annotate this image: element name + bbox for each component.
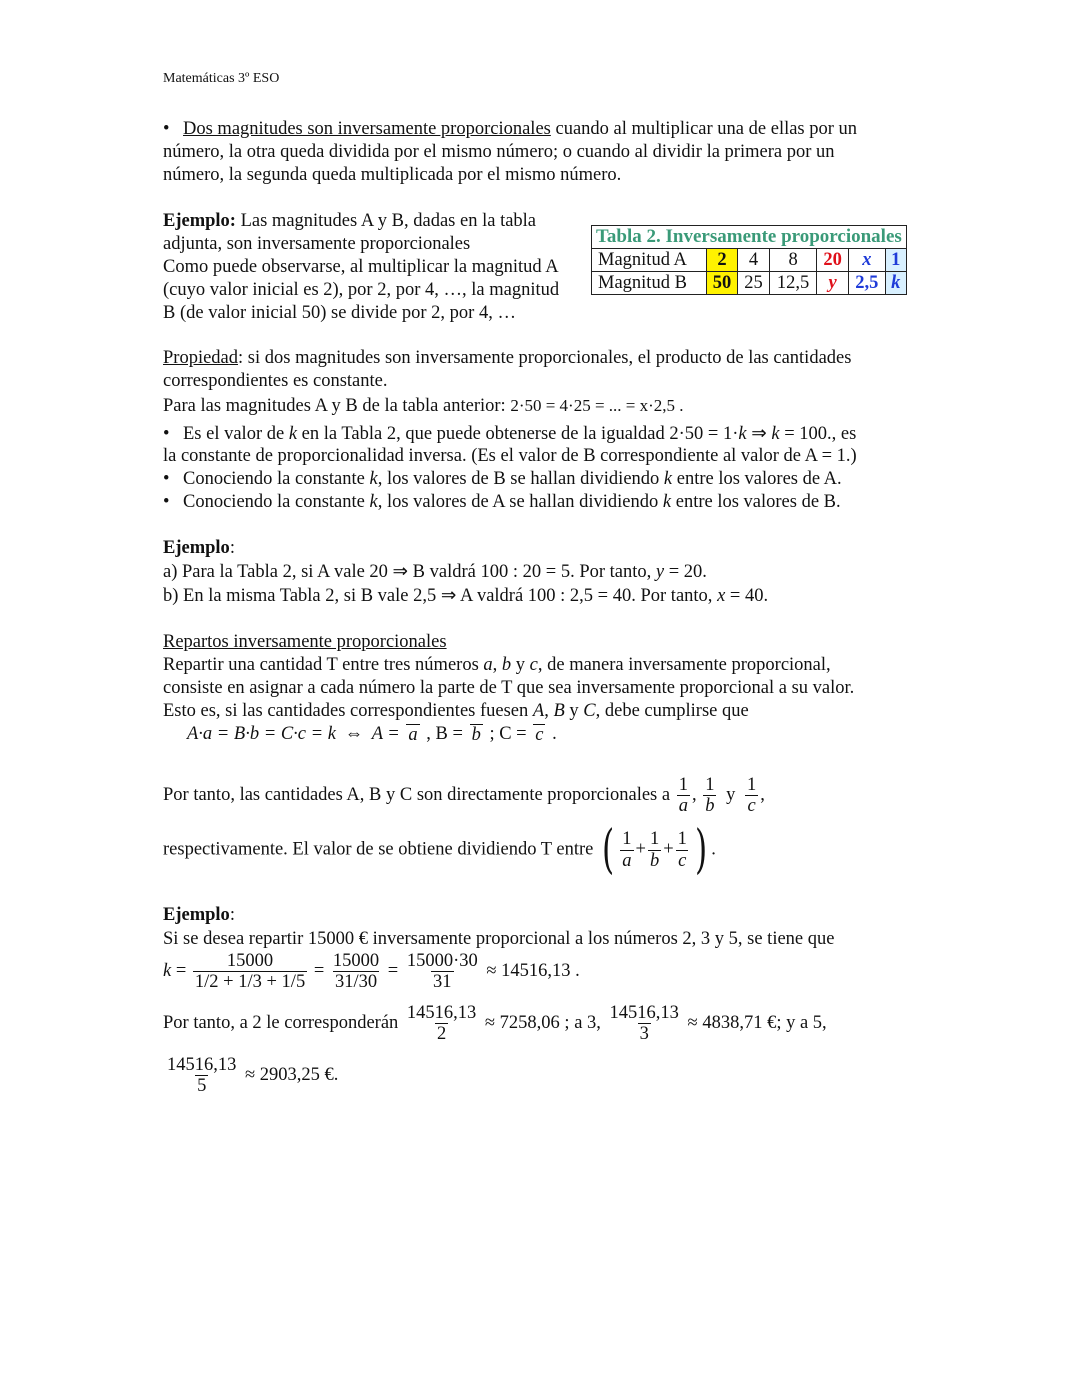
fraction-1-b (648, 829, 661, 871)
numerator: 1 (746, 775, 757, 795)
example-text: = 20. (664, 562, 707, 582)
fraction-k-a (406, 724, 419, 745)
example1-line-5: B (de valor inicial 50) se divide por 2, por 4, … (163, 303, 516, 323)
bullet-text: , los valores de B se hallan dividiendo (377, 469, 664, 489)
colon: : (229, 538, 235, 558)
denominator: b (649, 850, 660, 871)
repartos-title (163, 631, 447, 654)
var-k: k (163, 961, 172, 982)
table-row-b (592, 272, 907, 295)
example3-line-2 (163, 1003, 827, 1045)
fraction-k-c (533, 724, 545, 745)
conjunction: y (564, 701, 584, 721)
bullet-text: Es el valor de (183, 424, 289, 444)
var-y: y (655, 562, 665, 582)
equation-part: A·a = B·b = C·c = k (187, 724, 336, 744)
bullet-text: en la Tabla 2, que puede obtenerse de la igualdad (297, 424, 670, 444)
table-cell: 4 (738, 249, 770, 272)
example-text: = 40. (725, 586, 769, 606)
equation-part: A = (371, 724, 400, 744)
example2-line-b (163, 585, 768, 608)
repartos-text: Esto es, si las cantidades correspondientes fuesen (163, 701, 533, 721)
fraction-share-5 (165, 1055, 238, 1097)
table-cell: k (885, 272, 906, 295)
repartos-line-2: consiste en asignar a cada número la parte de T que sea inversamente proporcional a su valor. (163, 678, 855, 698)
example2-label (163, 537, 235, 560)
table-cell: y (817, 272, 849, 295)
repartos-text: , de manera inversamente proporcional, (537, 655, 831, 675)
numerator: 15000·30 (406, 951, 478, 971)
result: ≈ 4838,71 €; y a 5, (687, 1013, 827, 1034)
bullet-line-2 (163, 468, 842, 491)
var-k: k (369, 469, 378, 489)
example-text: b) En la misma Tabla 2, si B vale 2,5 ⇒ A valdrá 100 : 2,5 = 40. Por tanto, (163, 586, 718, 606)
var-b: b (501, 655, 512, 675)
table-cell: Magnitud B (592, 272, 707, 295)
plus: + (635, 839, 646, 860)
example3-line-3 (163, 1055, 338, 1097)
equation-part: , B = (426, 724, 463, 744)
definition-text: cuando al multiplicar una de ellas por un (550, 119, 858, 139)
denominator: 1/2 + 1/3 + 1/5 (194, 972, 306, 993)
fraction-1-b (703, 775, 716, 817)
conjunction: y (726, 785, 736, 806)
bullet-text: , es (831, 424, 857, 444)
example1-line-3: Como puede observarse, al multiplicar la magnitud A (163, 257, 559, 277)
example-label: Ejemplo (163, 538, 230, 558)
var-k: k (738, 424, 747, 444)
repartos-equation (187, 724, 557, 745)
example1-line-1 (163, 210, 536, 233)
numerator: 1 (649, 829, 660, 850)
fraction-1-a (620, 829, 633, 871)
left-paren: ( (602, 820, 615, 880)
fraction-1-a (677, 775, 690, 817)
definition-term: Dos magnitudes son inversamente proporcionales (183, 119, 551, 139)
table-cell: 2 (706, 249, 738, 272)
table-cell: 12,5 (769, 272, 817, 295)
bullet-line-3 (163, 491, 841, 514)
var-k: k (662, 492, 672, 512)
period: . (711, 839, 716, 860)
conjunction: y (511, 655, 530, 675)
comma: , (691, 785, 697, 806)
equation-part: ; C = (489, 724, 527, 744)
result: ≈ 7258,06 ; a 3, (484, 1013, 601, 1034)
denominator: b (471, 725, 481, 746)
property-equation: 2·50 = 4·25 = ... = x·2,5 . (510, 396, 684, 415)
property-line-1 (163, 347, 851, 370)
example3-label (163, 904, 235, 927)
bullet-equation: 2·50 = 1· (669, 424, 739, 444)
fraction-15000x30-31 (405, 951, 480, 993)
right-paren: ) (694, 820, 708, 880)
table-cell: 2,5 (848, 272, 885, 295)
bullet-text: Conociendo la constante (183, 469, 370, 489)
example2-line-a (163, 561, 707, 584)
bullet-text: entre los valores de B. (671, 492, 841, 512)
property-line-3 (163, 394, 684, 418)
table-cell: 50 (706, 272, 738, 295)
equals: = (175, 961, 187, 982)
definition-line-1 (163, 118, 857, 141)
colon: : (229, 905, 235, 925)
bullet-text: entre los valores de A. (672, 469, 842, 489)
denominator: c (678, 850, 687, 871)
table-cell: 20 (817, 249, 849, 272)
bullet-text: Conociendo la constante (183, 492, 370, 512)
property-text: Para las magnitudes A y B de la tabla anterior: (163, 396, 506, 416)
numerator: 15000 (226, 951, 274, 971)
repartos-line-3 (163, 700, 749, 723)
var-B: B (553, 701, 565, 721)
fraction-share-3 (608, 1003, 681, 1045)
bullet: • (163, 492, 170, 512)
repartos-text: Por tanto, las cantidades A, B y C son directamente proporcionales a (163, 785, 671, 806)
repartos-line-1 (163, 654, 831, 677)
denominator: a (678, 796, 688, 817)
table-cell: 25 (738, 272, 770, 295)
page-header: Matemáticas 3º ESO (163, 71, 280, 86)
fraction-15000-31-30 (331, 951, 381, 993)
example-text: Por tanto, a 2 le corresponderán (163, 1013, 399, 1034)
period: . (552, 724, 557, 744)
numerator: 14516,13 (406, 1003, 477, 1023)
comma: , (492, 655, 502, 675)
table-cell: Magnitud A (592, 249, 707, 272)
example3-k-equation (163, 951, 580, 993)
repartos-line-5 (163, 820, 716, 880)
property-text: : si dos magnitudes son inversamente proporcionales, el producto de las cantidades (238, 348, 852, 368)
repartos-text: , debe cumplirse que (595, 701, 749, 721)
result: ≈ 2903,25 €. (245, 1065, 339, 1086)
section-title: Repartos inversamente proporcionales (163, 632, 447, 652)
comma: , (544, 701, 554, 721)
fraction-share-2 (405, 1003, 478, 1045)
definition-line-3: número, la segunda queda multiplicada por el mismo número. (163, 165, 622, 185)
inverse-proportion-table (591, 225, 907, 295)
var-c: c (529, 655, 538, 675)
bullet-line-1b: la constante de proporcionalidad inversa. (Es el valor de B correspondiente al valor de A = 1.) (163, 446, 857, 466)
var-x: x (717, 586, 726, 606)
numerator: 14516,13 (167, 1055, 237, 1075)
table-title: Tabla 2. Inversamente proporcionales (592, 226, 907, 249)
numerator: 1 (705, 775, 715, 795)
denominator: 31 (433, 972, 452, 993)
var-a: a (483, 655, 493, 675)
numerator: 15000 (332, 951, 380, 971)
repartos-text: respectivamente. El valor de (163, 839, 379, 860)
bullet: • (163, 469, 170, 489)
implies: ⇒ (746, 424, 772, 444)
denominator: 2 (436, 1024, 447, 1045)
var-k: k (663, 469, 673, 489)
bullet: • (163, 119, 170, 139)
table-cell: x (848, 249, 885, 272)
var-k: k (288, 424, 298, 444)
plus: + (663, 839, 674, 860)
denominator: a (622, 850, 632, 871)
example-text: Las magnitudes A y B, dadas en la tabla (235, 211, 537, 231)
bullet-text: , los valores de A se hallan dividiendo (377, 492, 663, 512)
iff-symbol: ⇔ (344, 724, 364, 744)
denominator: a (408, 725, 418, 746)
fraction-k-b (470, 724, 483, 745)
equals: = (313, 961, 325, 982)
table-row-a (592, 249, 907, 272)
definition-line-2: número, la otra queda dividida por el mismo número; o cuando al dividir la primera por un (163, 142, 835, 162)
repartos-line-4 (163, 775, 765, 817)
example-label: Ejemplo (163, 905, 230, 925)
numerator: 1 (677, 829, 687, 850)
equals: = (387, 961, 399, 982)
fraction-1-c (676, 829, 689, 871)
denominator: 31/30 (334, 972, 378, 993)
property-term: Propiedad (163, 348, 239, 368)
comma: , (760, 785, 765, 806)
denominator: c (535, 725, 544, 746)
repartos-text: Repartir una cantidad T entre tres números (163, 655, 484, 675)
numerator: 14516,13 (609, 1003, 679, 1023)
numerator: 1 (678, 775, 688, 795)
example1-line-4: (cuyo valor inicial es 2), por 2, por 4, …, la magnitud (163, 280, 560, 300)
bullet: • (163, 424, 170, 444)
repartos-text: se obtiene dividiendo T entre (378, 839, 594, 860)
denominator: 5 (197, 1076, 207, 1097)
bullet-equation: = 100. (779, 424, 832, 444)
var-k: k (369, 492, 378, 512)
denominator: b (705, 796, 715, 817)
fraction-15000-sum (193, 951, 307, 993)
fraction-1-c (745, 775, 758, 817)
numerator: 1 (622, 829, 632, 850)
example-text: a) Para la Tabla 2, si A vale 20 ⇒ B valdrá 100 : 20 = 5. Por tanto, (163, 562, 656, 582)
example-label: Ejemplo: (163, 211, 236, 231)
denominator: c (747, 796, 756, 817)
bullet-line-1 (163, 423, 856, 446)
table-cell: 1 (885, 249, 906, 272)
var-C: C (583, 701, 596, 721)
var-k: k (771, 424, 780, 444)
property-line-2: correspondientes es constante. (163, 371, 388, 391)
var-A: A (532, 701, 545, 721)
table-cell: 8 (769, 249, 817, 272)
result: ≈ 14516,13 . (486, 961, 580, 982)
denominator: 3 (639, 1024, 649, 1045)
example3-line-1: Si se desea repartir 15000 € inversamente proporcional a los números 2, 3 y 5, se tiene que (163, 929, 835, 949)
example1-line-2: adjunta, son inversamente proporcionales (163, 234, 471, 254)
